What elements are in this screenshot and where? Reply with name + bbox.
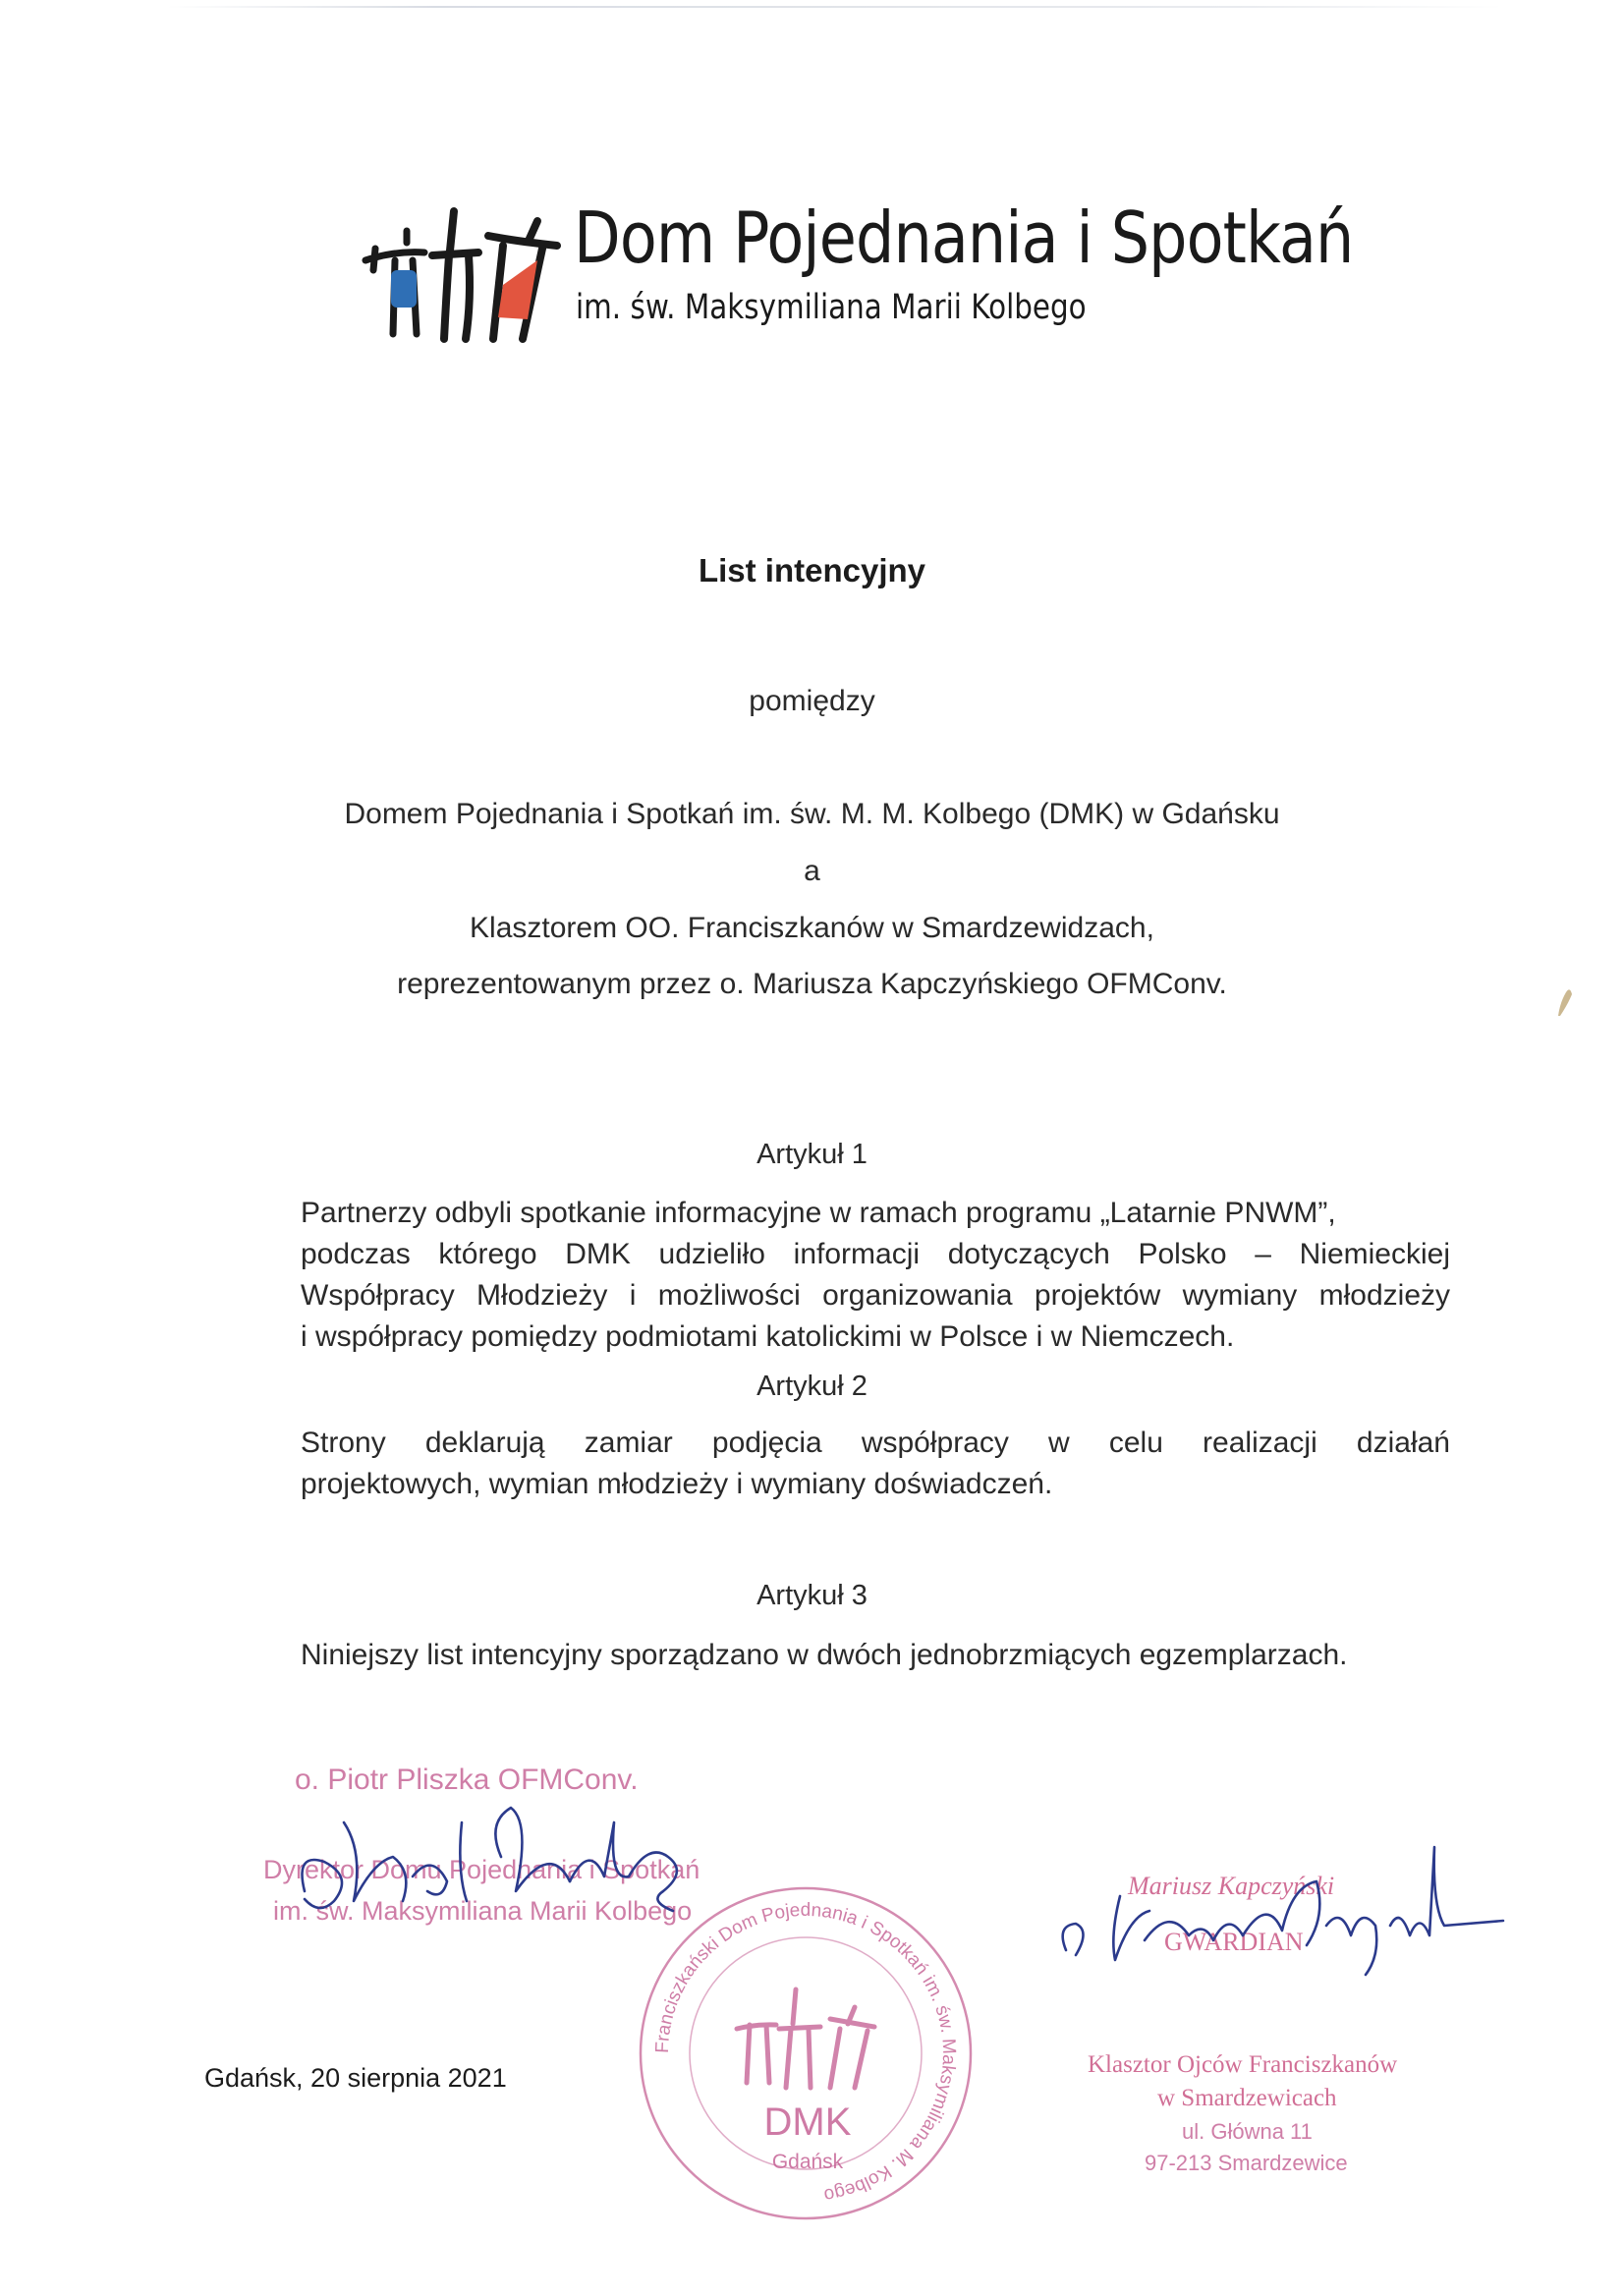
round-stamp-center: DMK bbox=[763, 2100, 852, 2144]
right-stamp-org-line-1: Klasztor Ojców Franciszkanów bbox=[1088, 2051, 1398, 2078]
document-title: List intencyjny bbox=[698, 552, 926, 588]
article-2-heading: Artykuł 2 bbox=[756, 1371, 868, 1402]
article-1-line: Partnerzy odbyli spotkanie informacyjne w ramach programu „Latarnie PNWM”, bbox=[301, 1197, 1336, 1229]
article-1-body bbox=[301, 1193, 1450, 1358]
left-stamp-name: o. Piotr Pliszka OFMConv. bbox=[295, 1764, 639, 1796]
article-1-heading: Artykuł 1 bbox=[756, 1139, 868, 1170]
org-name: Dom Pojednania i Spotkań bbox=[574, 196, 1354, 279]
article-2-body bbox=[301, 1423, 1450, 1505]
and-text: a bbox=[804, 855, 820, 887]
right-stamp-role: GWARDIAN bbox=[1164, 1928, 1304, 1956]
scan-speck bbox=[1552, 982, 1576, 1020]
guardian-signature bbox=[1041, 1827, 1513, 1985]
party-2: Klasztorem OO. Franciszkanów w Smardzewidzach, bbox=[470, 912, 1154, 944]
between-text: pomiędzy bbox=[749, 685, 875, 717]
right-stamp-street: ul. Główna 11 bbox=[1182, 2119, 1313, 2144]
round-stamp-city: Gdańsk bbox=[771, 2151, 844, 2173]
party-2-representative: reprezentowanym przez o. Mariusza Kapczyńskiego OFMConv. bbox=[397, 968, 1227, 1000]
article-2-line: Strony deklarują zamiar podjęcia współpracy w celu realizacji działań bbox=[301, 1427, 1450, 1459]
party-1: Domem Pojednania i Spotkań im. św. M. M. Kolbego (DMK) w Gdańsku bbox=[344, 798, 1280, 830]
article-1-line: i współpracy pomiędzy podmiotami katolickimi w Polsce i w Niemczech. bbox=[301, 1320, 1235, 1353]
article-3-body bbox=[301, 1635, 1450, 1676]
article-2-line: projektowych, wymian młodzieży i wymiany doświadczeń. bbox=[301, 1468, 1053, 1500]
place-date: Gdańsk, 20 sierpnia 2021 bbox=[204, 2063, 507, 2093]
article-1-line: podczas którego DMK udzieliło informacji dotyczących Polsko – Niemieckiej bbox=[301, 1238, 1450, 1270]
article-1-line: Współpracy Młodzieży i możliwości organizowania projektów wymiany młodzieży bbox=[301, 1279, 1450, 1312]
dmk-round-stamp-icon bbox=[634, 1881, 978, 2225]
left-stamp-role: Dyrektor Domu Pojednania i Spotkań bbox=[263, 1855, 700, 1884]
dmk-logo-icon bbox=[356, 192, 562, 349]
article-3-line: Niniejszy list intencyjny sporządzano w dwóch jednobrzmiących egzemplarzach. bbox=[301, 1639, 1348, 1671]
scan-edge-line bbox=[167, 6, 1503, 8]
left-stamp-role-2: im. św. Maksymiliana Marii Kolbego bbox=[273, 1896, 693, 1926]
round-stamp-ring-text: Franciszkański Dom Pojednania i Spotkań im. św. Maksymiliana M. Kolbego bbox=[651, 1899, 960, 2206]
org-subtitle: im. św. Maksymiliana Marii Kolbego bbox=[576, 288, 1087, 327]
right-stamp-name: Mariusz Kapczyński bbox=[1128, 1872, 1335, 1900]
right-stamp-postal: 97-213 Smardzewice bbox=[1145, 2151, 1348, 2175]
right-stamp-org-line-2: w Smardzewicach bbox=[1157, 2085, 1337, 2111]
article-3-heading: Artykuł 3 bbox=[756, 1580, 868, 1611]
